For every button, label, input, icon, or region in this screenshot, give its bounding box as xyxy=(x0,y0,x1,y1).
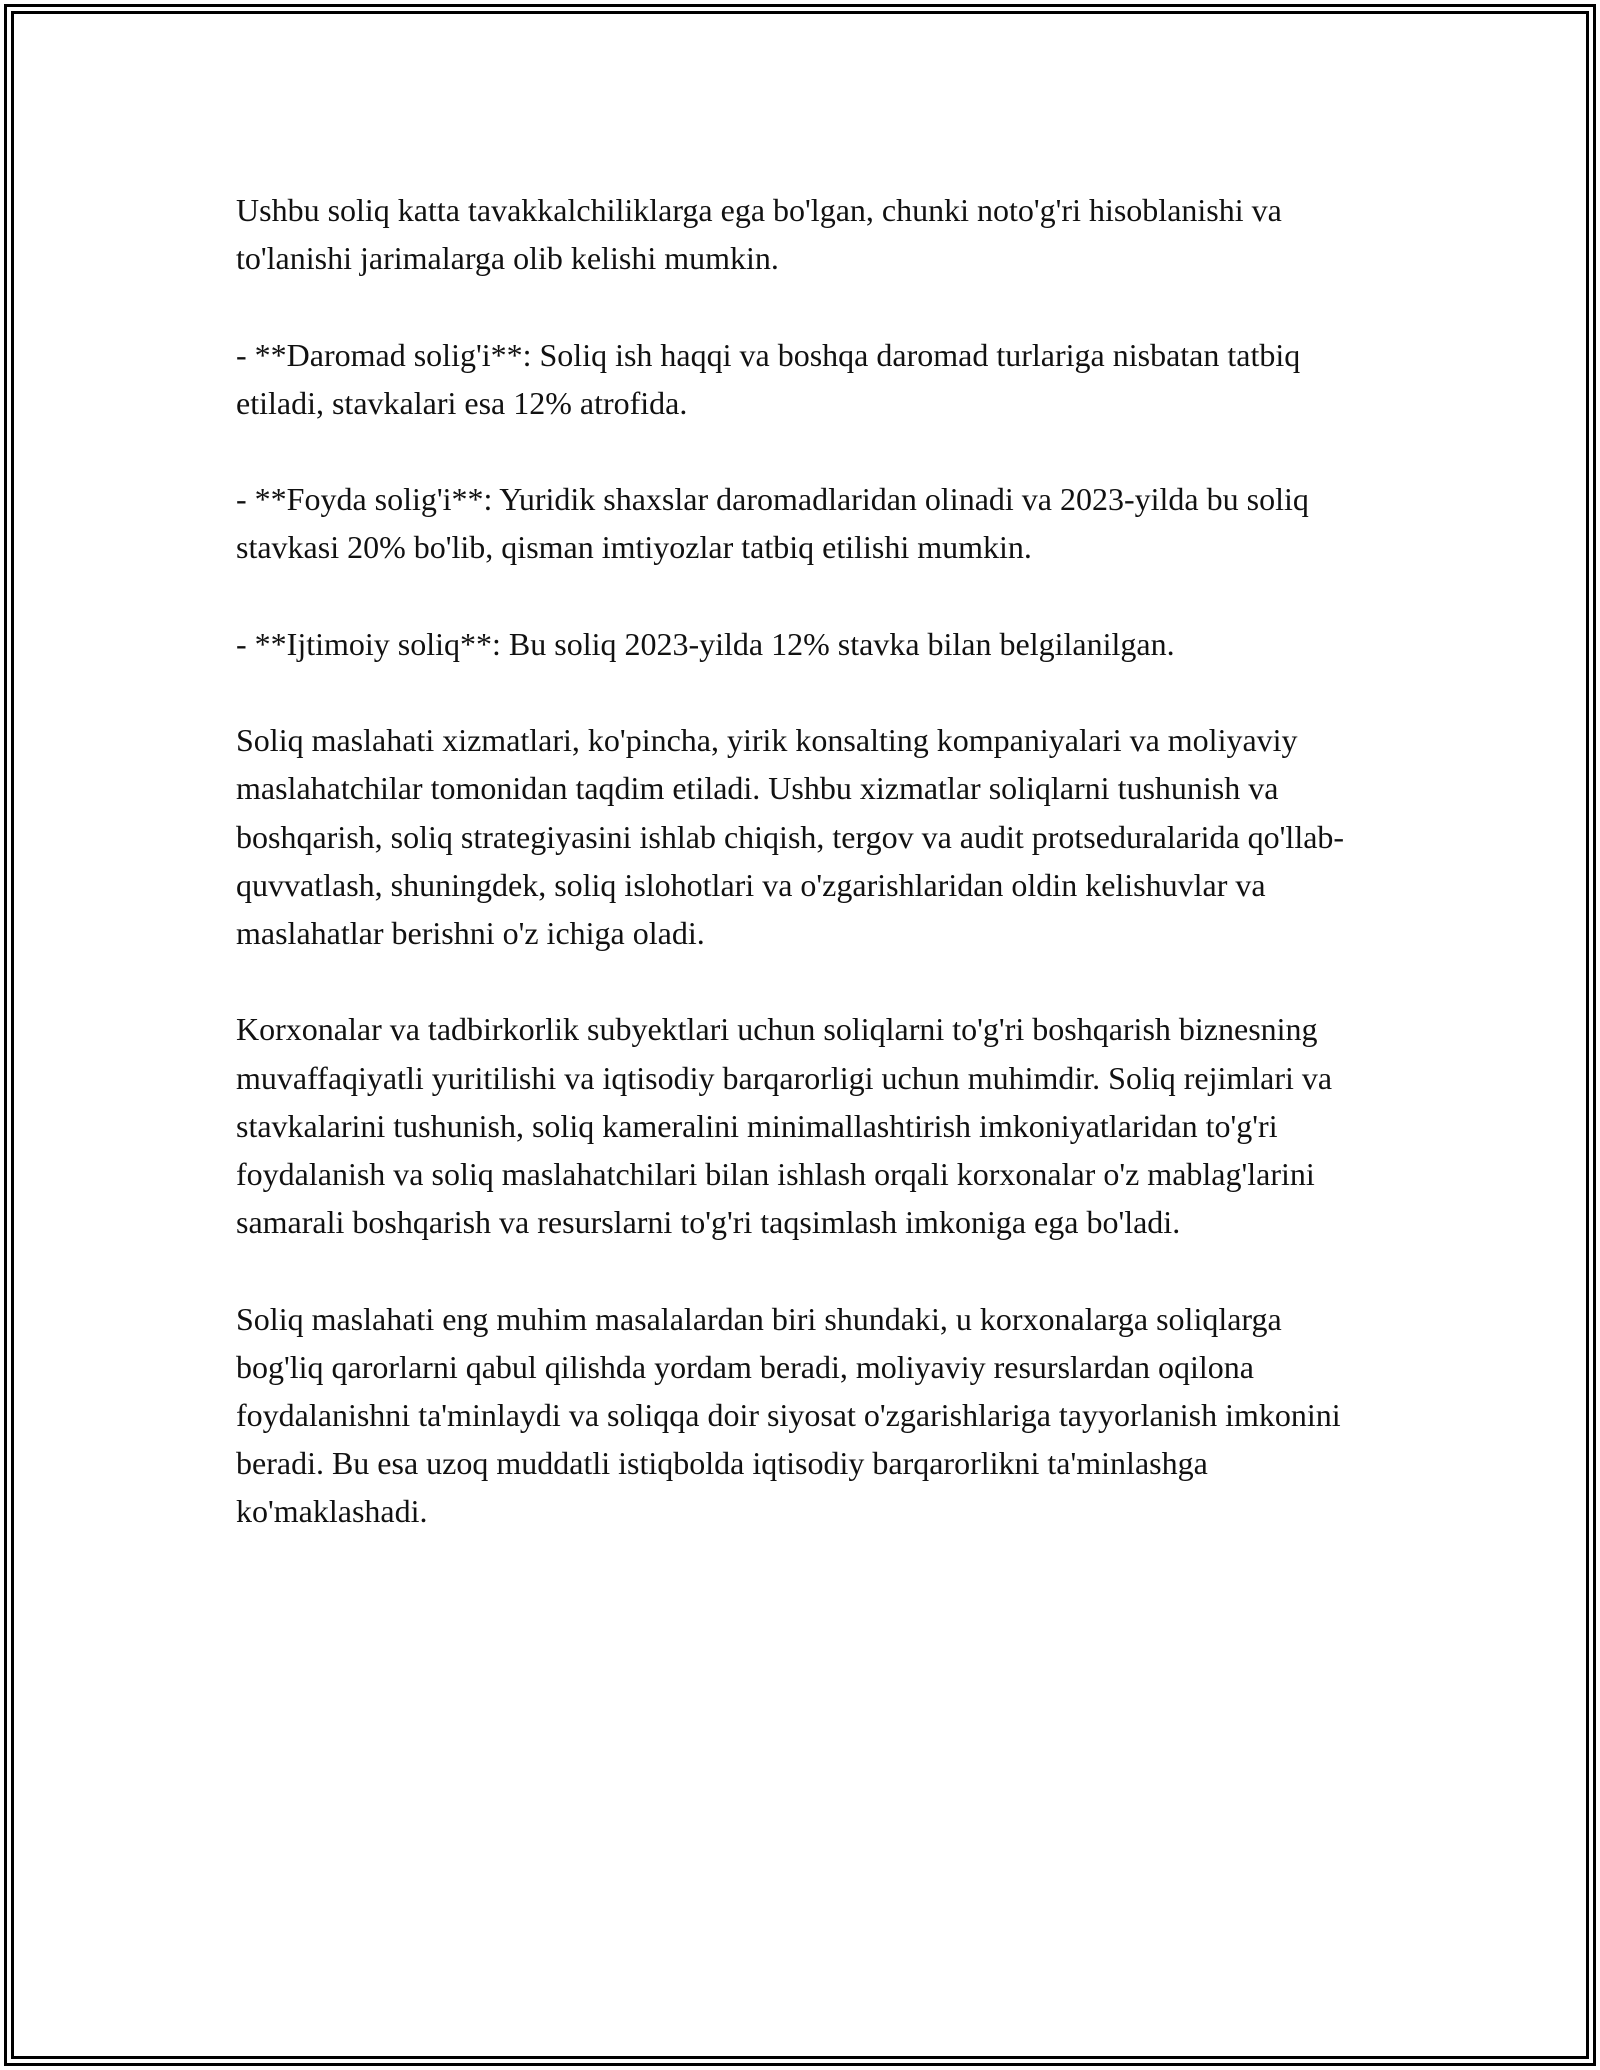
business-management-paragraph: Korxonalar va tadbirkorlik subyektlari uchun soliqlarni to'g'ri boshqarish biznesning muvaffaqiyatli yuritilishi va iqtisodiy barqarorligi uchun muhimdir. Soliq rejimlari va stavkalarini tushunish, soliq kameralini minimallashtirish imkoniyatlaridan to'g'ri foydalanish va soliq maslahatchilari bilan ishlash orqali korxonalar o'z mablag'larini samarali boshqarish va resurslarni to'g'ri taqsimlash imkoniga ega bo'ladi. xyxy=(236,1011,1333,1241)
intro-paragraph: Ushbu soliq katta tavakkalchiliklarga ega bo'lgan, chunki noto'g'ri hisoblanishi va to'lanishi jarimalarga olib kelishi mumkin. xyxy=(236,192,1282,277)
list-item-ijtimoiy-soliq: - **Ijtimoiy soliq**: Bu soliq 2023-yilda 12% stavka bilan belgilanilgan. xyxy=(236,625,1175,662)
consulting-services-paragraph: Soliq maslahati xizmatlari, ko'pincha, yirik konsalting kompaniyalari va moliyaviy maslahatchilar tomonidan taqdim etiladi. Ushbu xizmatlar soliqlarni tushunish va boshqarish, soliq strategiyasini ishlab chiqish, tergov va audit protseduralarida qo'llab-quvvatlash, shuningdek, soliq islohotlari va o'zgarishlaridan oldin kelishuvlar va maslahatlar berishni o'z ichiga oladi. xyxy=(236,722,1345,951)
list-item-daromad-solig: - **Daromad solig'i**: Soliq ish haqqi va boshqa daromad turlariga nisbatan tatbiq etiladi, stavkalari esa 12% atrofida. xyxy=(236,336,1301,421)
conclusion-paragraph: Soliq maslahati eng muhim masalalardan biri shundaki, u korxonalarga soliqlarga bog'liq qarorlarni qabul qilishda yordam beradi, moliyaviy resurslardan oqilona foydalanishni ta'minlaydi va soliqqa doir siyosat o'zgarishlariga tayyorlanish imkonini beradi. Bu esa uzoq muddatli istiqbolda iqtisodiy barqarorlikni ta'minlashga ko'maklashadi. xyxy=(236,1300,1341,1530)
list-item-foyda-solig: - **Foyda solig'i**: Yuridik shaxslar daromadlaridan olinadi va 2023-yilda bu soliq stavkasi 20% bo'lib, qisman imtiyozlar tatbiq etilishi mumkin. xyxy=(236,481,1309,566)
document-body xyxy=(236,186,1376,1584)
